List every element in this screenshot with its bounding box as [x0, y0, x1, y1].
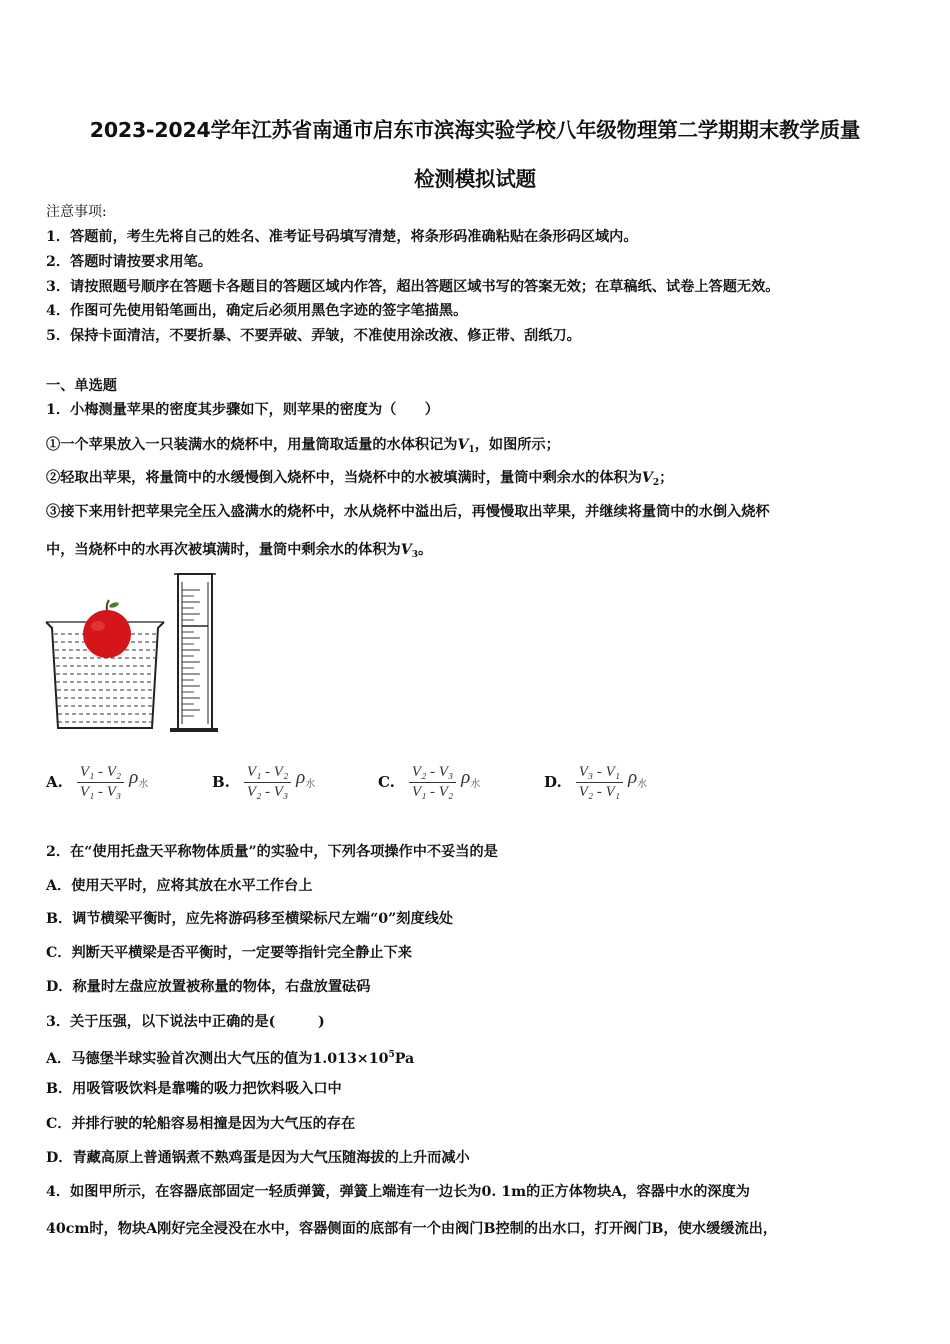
q1-step2-var: V	[641, 470, 653, 486]
q1-step1-end: ，如图所示；	[474, 437, 560, 453]
q1-step3-sub: 3	[411, 550, 418, 560]
note-item-1: 1．答题前，考生先将自己的姓名、准考证号码填写清楚，将条形码准确粘贴在条形码区域内。	[46, 229, 638, 245]
rho-symbol: $\rho_水$	[627, 767, 648, 790]
q3-stem: 3．关于压强，以下说法中正确的是( )	[46, 1014, 325, 1030]
q1-step1	[46, 436, 560, 459]
q4-line2: 40cm时，物块A刚好完全浸没在水中，容器侧面的底部有一个由阀门B控制的出水口，打开阀门B，使水缓缓流出，	[46, 1221, 778, 1237]
q2-option-d[interactable]: D．称量时左盘应放置被称量的物体，右盘放置砝码	[46, 979, 371, 995]
apparatus-illustration	[40, 568, 240, 738]
q3-option-c[interactable]: C．并排行驶的轮船容易相撞是因为大气压的存在	[46, 1116, 356, 1132]
q1-step2	[46, 469, 673, 492]
q1-step3-var: V	[400, 542, 412, 558]
q1-step1-var: V	[457, 437, 469, 453]
q3-option-a-unit: Pa	[394, 1051, 415, 1067]
q1-step3a: ③接下来用针把苹果完全压入盛满水的烧杯中，水从烧杯中溢出后，再慢慢取出苹果，并继续将量筒中的水倒入烧杯	[46, 504, 770, 520]
q1-option-a-fraction	[77, 763, 124, 802]
q3-option-d[interactable]: D．青藏高原上普通锅煮不熟鸡蛋是因为大气压随海拔的上升而减小	[46, 1150, 470, 1166]
q3-option-a-text: A．马德堡半球实验首次测出大气压的值为1.013×10	[46, 1051, 389, 1067]
q1-step2-text: ②轻取出苹果，将量筒中的水缓慢倒入烧杯中，当烧杯中的水被填满时，量筒中剩余水的体积为	[46, 470, 642, 486]
q2-option-b[interactable]: B．调节横梁平衡时，应先将游码移至横梁标尺左端“0”刻度线处	[46, 911, 454, 927]
q1-option-b[interactable]	[212, 757, 315, 807]
q1-option-b-denominator: V₂ - V₃	[246, 783, 289, 800]
q1-option-a-numerator: V₁ - V₂	[79, 763, 122, 780]
note-item-3: 3．请按照题号顺序在答题卡各题目的答题区域内作答，超出答题区域书写的答案无效；在草稿纸、试卷上答题无效。	[46, 279, 780, 295]
q1-option-c-fraction	[409, 763, 456, 802]
q1-option-c-denominator: V₁ - V₂	[411, 783, 454, 800]
rho-symbol: $\rho_水$	[296, 767, 316, 790]
rho-symbol: $\rho_水$	[129, 767, 149, 790]
q1-option-c-numerator: V₂ - V₃	[411, 763, 454, 780]
q1-option-a-letter: A.	[46, 773, 63, 791]
notes-label: 注意事项:	[46, 204, 107, 220]
q1-option-a[interactable]	[46, 757, 148, 807]
page-title-line1: 2023-2024学年江苏省南通市启东市滨海实验学校八年级物理第二学期期末教学质量	[89, 118, 861, 142]
q1-option-d-fraction	[576, 763, 623, 802]
page-title-line2: 检测模拟试题	[414, 167, 536, 191]
q2-option-c[interactable]: C．判断天平横梁是否平衡时，一定要等指针完全静止下来	[46, 945, 412, 961]
apple-icon	[83, 600, 131, 658]
section-heading: 一、单选题	[46, 378, 117, 394]
note-item-5: 5．保持卡面清洁，不要折暴、不要弄破、弄皱，不准使用涂改液、修正带、刮纸刀。	[46, 328, 581, 344]
q1-option-a-denominator: V₁ - V₃	[79, 783, 122, 800]
q1-option-b-fraction	[244, 763, 291, 802]
q2-stem: 2．在“使用托盘天平称物体质量”的实验中，下列各项操作中不妥当的是	[46, 844, 498, 860]
q1-option-b-letter: B.	[212, 773, 230, 791]
q1-option-d-numerator: V₃ - V₁	[578, 763, 620, 780]
beaker-cylinder-figure	[40, 568, 240, 742]
q2-option-a[interactable]: A．使用天平时，应将其放在水平工作台上	[46, 878, 313, 894]
q1-step1-text: ①一个苹果放入一只装满水的烧杯中，用量筒取适量的水体积记为	[46, 437, 458, 453]
q1-option-c[interactable]	[378, 757, 480, 807]
q1-option-d-letter: D.	[544, 773, 562, 791]
q4-line1: 4．如图甲所示，在容器底部固定一轻质弹簧，弹簧上端连有一边长为0. 1m的正方体物块A，容器中水的深度为	[46, 1184, 750, 1200]
rho-symbol: $\rho_水$	[461, 767, 481, 790]
q1-step1-sub: 1	[468, 445, 475, 455]
q3-option-b[interactable]: B．用吸管吸饮料是靠嘴的吸力把饮料吸入口中	[46, 1081, 342, 1097]
q1-step3b	[46, 541, 432, 564]
measuring-cylinder-icon	[170, 574, 218, 732]
q1-step2-sub: 2	[652, 478, 660, 488]
q1-step3-end: 。	[417, 542, 433, 558]
q1-option-d[interactable]	[544, 757, 647, 807]
q1-option-b-numerator: V₁ - V₂	[246, 763, 289, 780]
q1-step3-text: 中，当烧杯中的水再次被填满时，量筒中剩余水的体积为	[46, 542, 401, 558]
note-item-2: 2．答题时请按要求用笔。	[46, 254, 212, 270]
q1-step2-end: ；	[659, 470, 674, 486]
q1-option-d-denominator: V₂ - V₁	[578, 783, 620, 800]
note-item-4: 4．作图可先使用铅笔画出，确定后必须用黑色字迹的签字笔描黑。	[46, 303, 468, 319]
q1-option-c-letter: C.	[378, 773, 395, 791]
q3-option-a[interactable]	[46, 1046, 414, 1068]
q1-stem: 1．小梅测量苹果的密度其步骤如下，则苹果的密度为（ ）	[46, 402, 439, 418]
q3-option-a-exponent: 5	[388, 1050, 395, 1060]
